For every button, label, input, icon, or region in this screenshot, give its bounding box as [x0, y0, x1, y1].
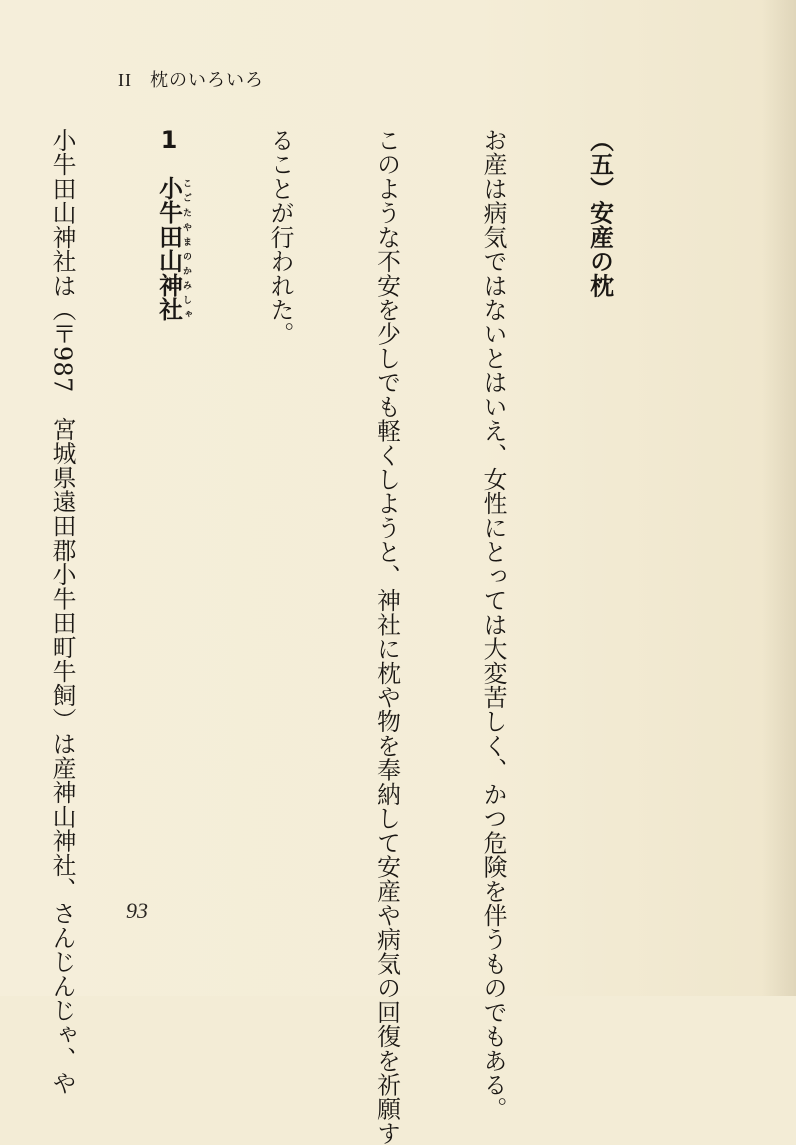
subsection-heading [151, 128, 192, 888]
subsection-ruby: こごたやまのかみしゃ [181, 176, 191, 322]
text-line: 小牛田山神社は（〒987 宮城県遠田郡小牛田町牛飼）は産神山神社、さんじんじゃ、や [48, 128, 77, 1096]
section-heading: （五）安産の枕 [586, 128, 614, 298]
text-line: お産は病気ではないとはいえ、女性にとっては大変苦しく、かつ危険を伴うものでもある。 [479, 128, 508, 1122]
chapter-number: II [118, 70, 132, 90]
subsection-name [155, 176, 191, 322]
chapter-title: 枕のいろいろ [150, 70, 264, 91]
subsection-name-text: 小牛田山神社 [155, 176, 183, 322]
text-line: このような不安を少しでも軽くしようと、神社に枕や物を奉納して安産や病気の回復を祈願す [373, 128, 401, 1145]
subsection-number: 1 [160, 128, 178, 152]
spine-shadow [762, 0, 796, 996]
page-number: 93 [126, 898, 148, 923]
text-line: ることが行われた。 [266, 128, 295, 346]
running-header [118, 66, 264, 91]
